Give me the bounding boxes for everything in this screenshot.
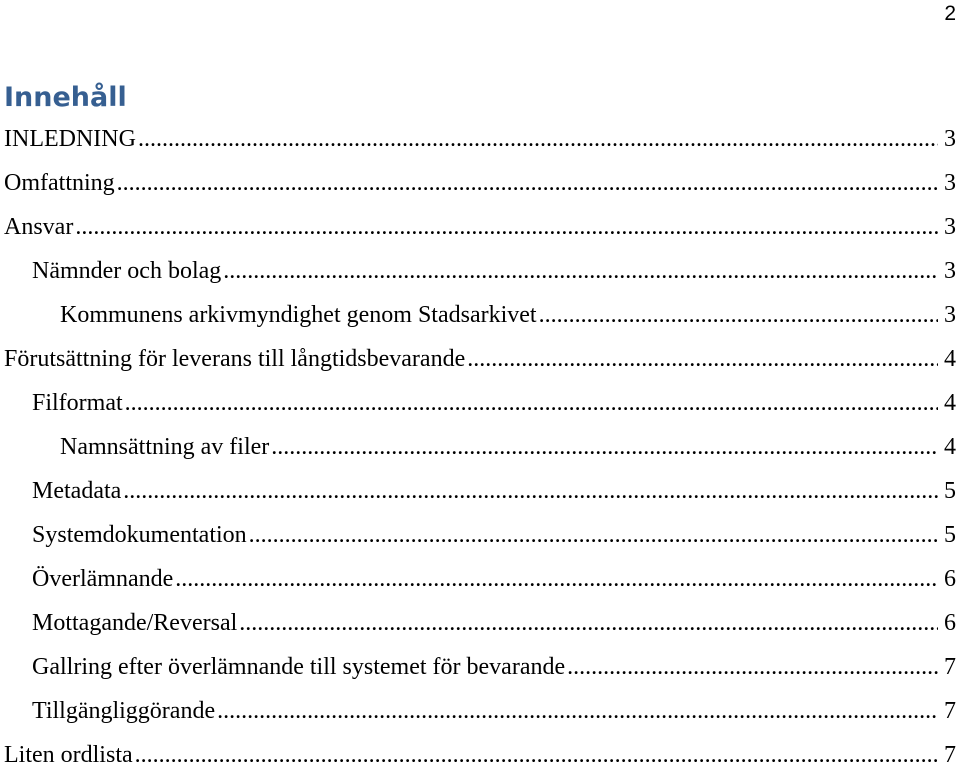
toc-entry-metadata[interactable] [0, 469, 960, 513]
toc-entry-mottagande-reversal[interactable] [0, 601, 960, 645]
toc-entry-liten-ordlista[interactable] [0, 733, 960, 777]
toc-entry-title: Metadata [32, 478, 122, 504]
dot-leader [75, 205, 938, 249]
toc-entry-tillgangliggorande[interactable] [0, 689, 960, 733]
toc-entry-title: Mottagande/Reversal [32, 610, 238, 636]
toc-entry-page: 4 [944, 434, 956, 460]
dot-leader [217, 689, 938, 733]
toc-entry-inledning[interactable] [0, 117, 960, 161]
toc-entry-title: Namnsättning av filer [60, 434, 270, 460]
toc-entry-title: Liten ordlista [4, 742, 133, 768]
toc-entry-title: Förutsättning för leverans till långtidsbevarande [4, 346, 466, 372]
toc-entry-title: Ansvar [4, 214, 74, 240]
dot-leader [125, 381, 938, 425]
dot-leader [271, 425, 938, 469]
toc-entry-page: 4 [944, 390, 956, 416]
toc-entry-title: Tillgängliggörande [32, 698, 216, 724]
dot-leader [239, 601, 938, 645]
dot-leader [223, 249, 938, 293]
toc-entry-page: 3 [944, 126, 956, 152]
toc-entry-omfattning[interactable] [0, 161, 960, 205]
toc-entry-filformat[interactable] [0, 381, 960, 425]
dot-leader [135, 733, 938, 777]
toc-entry-title: Överlämnande [32, 566, 174, 592]
toc-entry-page: 7 [944, 742, 956, 768]
toc-entry-page: 5 [944, 522, 956, 548]
toc-entry-page: 6 [944, 610, 956, 636]
toc-entry-gallring-efter-overlamnande[interactable] [0, 645, 960, 689]
toc-entry-title: Systemdokumentation [32, 522, 247, 548]
dot-leader [567, 645, 938, 689]
page-number: 2 [944, 2, 956, 25]
toc-entry-title: INLEDNING [4, 126, 136, 152]
toc-entry-page: 6 [944, 566, 956, 592]
toc-title: Innehåll [4, 82, 127, 113]
toc-entry-page: 3 [944, 258, 956, 284]
dot-leader [117, 161, 938, 205]
toc-entry-page: 5 [944, 478, 956, 504]
toc-entry-page: 7 [944, 698, 956, 724]
dot-leader [123, 469, 938, 513]
toc-entry-systemdokumentation[interactable] [0, 513, 960, 557]
dot-leader [175, 557, 938, 601]
dot-leader [539, 293, 938, 337]
toc-entry-title: Omfattning [4, 170, 115, 196]
toc-entry-namnsattning-av-filer[interactable] [0, 425, 960, 469]
toc-entry-title: Nämnder och bolag [32, 258, 222, 284]
toc-entry-title: Filformat [32, 390, 123, 416]
toc-entry-namnder-och-bolag[interactable] [0, 249, 960, 293]
toc-entry-forutsattning-for-leverans[interactable] [0, 337, 960, 381]
toc-entry-page: 3 [944, 214, 956, 240]
toc-entry-title: Kommunens arkivmyndighet genom Stadsarkivet [60, 302, 537, 328]
dot-leader [249, 513, 938, 557]
toc-entry-overlamnande[interactable] [0, 557, 960, 601]
toc-entry-kommunens-arkivmyndighet[interactable] [0, 293, 960, 337]
toc-entry-title: Gallring efter överlämnande till systemet för bevarande [32, 654, 566, 680]
dot-leader [467, 337, 938, 381]
toc-entry-ansvar[interactable] [0, 205, 960, 249]
table-of-contents [0, 117, 960, 777]
toc-entry-page: 4 [944, 346, 956, 372]
dot-leader [138, 117, 938, 161]
toc-entry-page: 3 [944, 302, 956, 328]
toc-entry-page: 7 [944, 654, 956, 680]
toc-entry-page: 3 [944, 170, 956, 196]
